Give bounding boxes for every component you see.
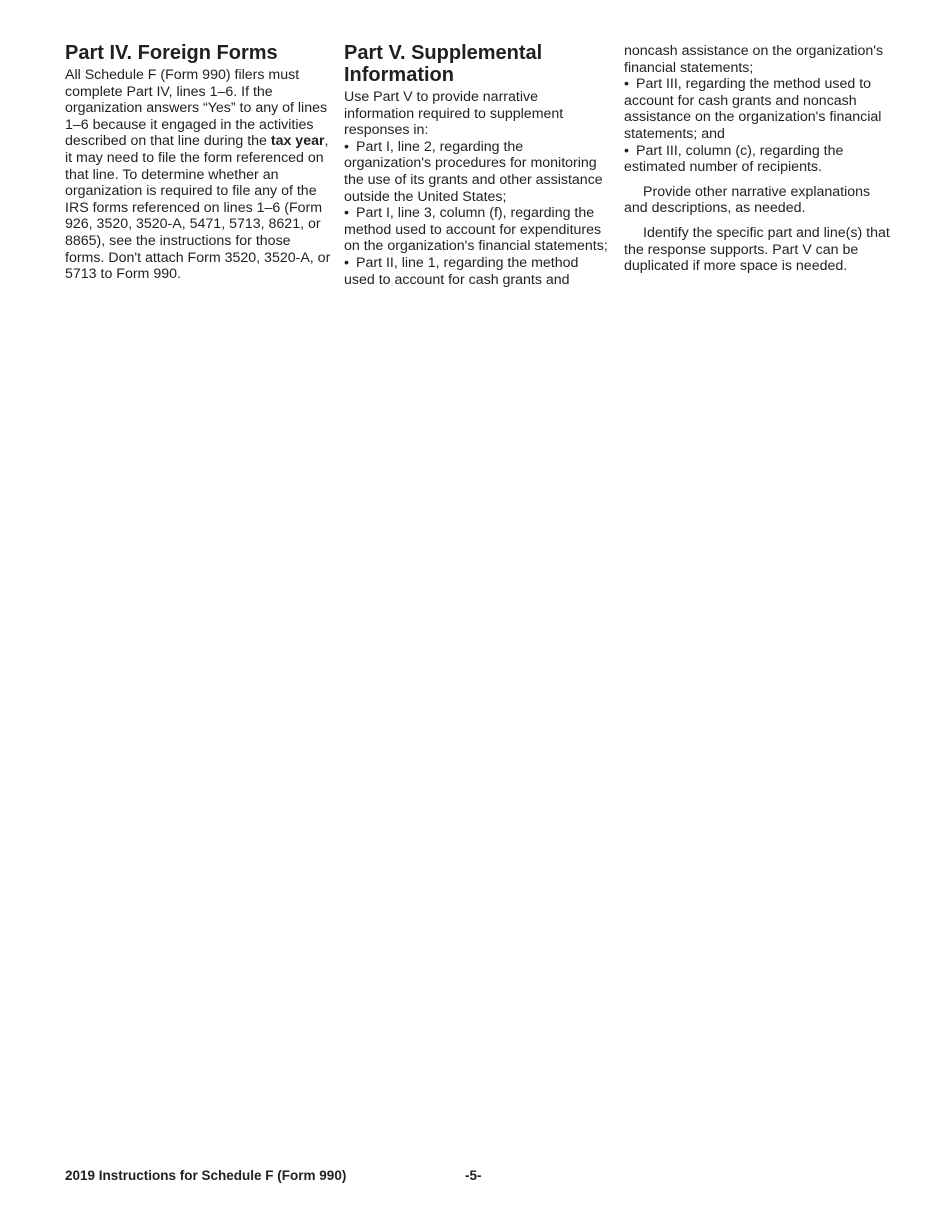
footer-document-title: 2019 Instructions for Schedule F (Form 990) (65, 1168, 347, 1183)
paragraph-other-explanations: Provide other narrative explanations and descriptions, as needed. (624, 183, 871, 217)
part-v-heading: Part V. Supplemental Information (344, 42, 543, 86)
footer-page-number: -5- (465, 1168, 482, 1183)
column-1 (65, 42, 331, 283)
paragraph-identify-part: Identify the specific part and line(s) that the response supports. Part V can be duplicated if more space is needed. (624, 224, 890, 275)
bullet-item: • Part II, line 1, regarding the method used to account for cash grants and (344, 255, 610, 288)
bullet-item: • Part III, regarding the method used to account for cash grants and noncash assistance on the organization's financial statements; and (624, 76, 890, 142)
part-iv-body-text-1: All Schedule F (Form 990) filers must complete Part IV, lines 1–6. If the organization answers “Yes” to any of lines 1–6 because it engaged in the activities described on that line during the (65, 67, 328, 150)
tax-year-term: tax year (270, 133, 325, 150)
bullet-item: • Part III, column (c), regarding the estimated number of recipients. (624, 143, 890, 176)
part-iv-heading: Part IV. Foreign Forms (65, 42, 278, 64)
column-2 (344, 42, 610, 288)
part-iv-body-text-2: , it may need to file the form referenced on that line. To determine whether an organization is required to file any of the IRS forms referenced on lines 1–6 (Form 926, 3520, 3520-A, 5471, 5713, 8621, or 8865), see the instructions for those forms. Don't attach Form 3520, 3520-A, or 5713 to Form 990. (65, 133, 331, 283)
part-v-intro: Use Part V to provide narrative information required to supplement responses in: (344, 89, 564, 139)
bullet-item: • Part I, line 3, column (f), regarding the method used to account for expenditures on the organization's financial statements; (344, 205, 610, 255)
column-3 (624, 43, 890, 275)
bullet-item: • Part I, line 2, regarding the organization's procedures for monitoring the use of its grants and other assistance outside the United States; (344, 139, 610, 205)
part-iv-body (65, 67, 331, 283)
bullet-continuation: noncash assistance on the organization's financial statements; (624, 43, 884, 76)
